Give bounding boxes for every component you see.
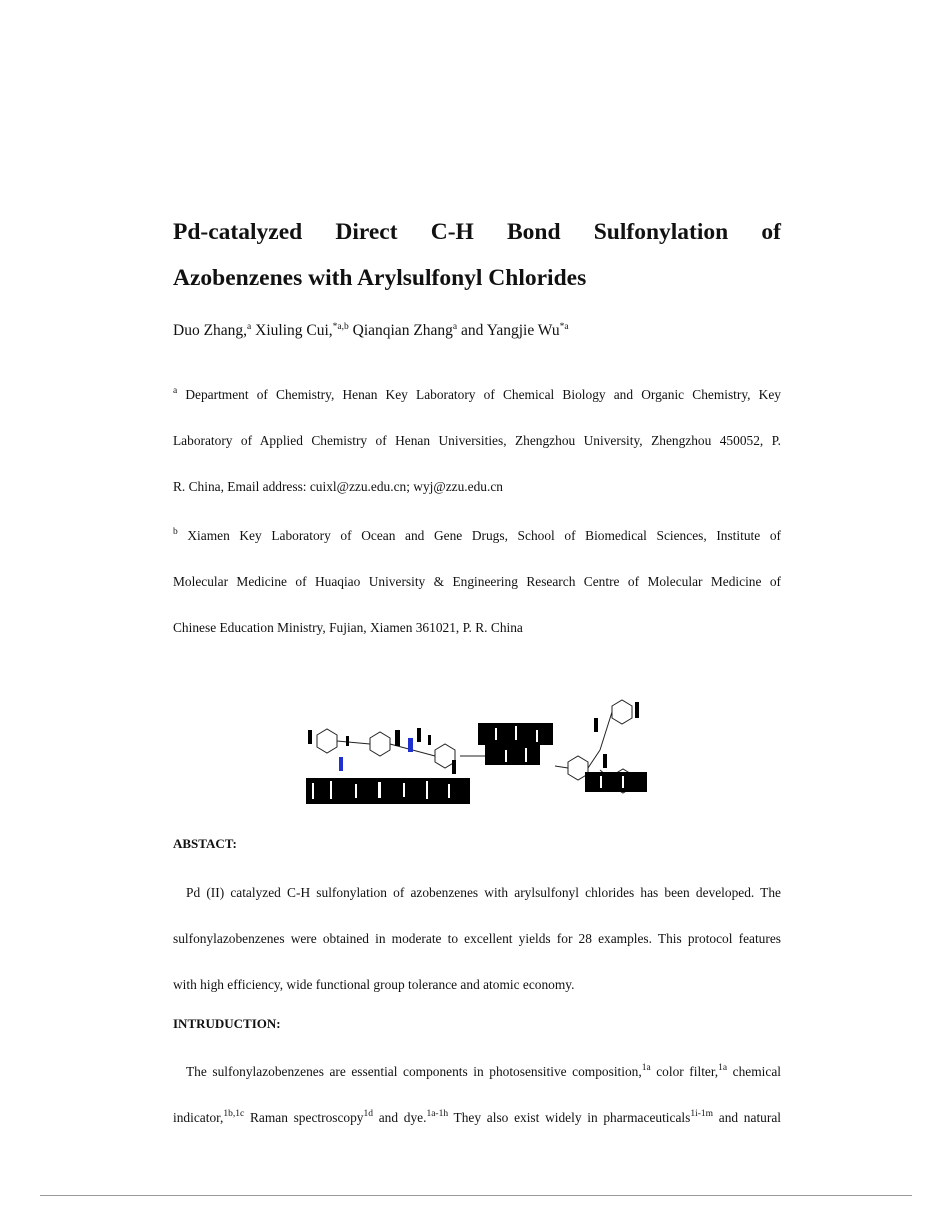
affiliation-line: Molecular Medicine of Huaqiao University & Engineering Research Centre of Molecular Medicine of xyxy=(173,574,781,589)
intro-text: and natural xyxy=(713,1110,781,1125)
paper-title xyxy=(173,209,781,301)
reaction-scheme-graphic xyxy=(300,690,660,815)
page-footer-rule xyxy=(40,1195,912,1196)
intro-text: Raman spectroscopy xyxy=(244,1110,364,1125)
author-affiliation-mark: *a xyxy=(559,322,569,332)
benzene-ring xyxy=(317,729,337,753)
abstract-body xyxy=(173,870,781,1008)
author-affiliation-mark: *a,b xyxy=(332,322,349,332)
title-line-1 xyxy=(173,209,781,255)
title-word: Direct xyxy=(335,219,398,245)
affiliation-text: Xiamen Key Laboratory of Ocean and Gene Drugs, School of Biomedical Sciences, Institute of xyxy=(187,528,781,543)
benzene-ring xyxy=(612,700,632,724)
title-word: Bond xyxy=(506,219,561,245)
title-line-2: Azobenzenes with Arylsulfonyl Chlorides xyxy=(173,265,587,291)
glyph-block xyxy=(603,754,607,768)
intro-line xyxy=(173,1049,781,1095)
glyph-block xyxy=(308,730,312,744)
citation-mark: 1a xyxy=(718,1063,728,1073)
abstract-heading: ABSTACT: xyxy=(173,836,237,851)
glyph-block xyxy=(594,718,598,732)
author-name: Duo Zhang, xyxy=(173,322,248,339)
author-affiliation-mark: a xyxy=(247,322,252,332)
abstract-line: Pd (II) catalyzed C-H sulfonylation of azobenzenes with arylsulfonyl chlorides has been developed. The xyxy=(186,885,781,900)
author-name: and Yangjie Wu xyxy=(461,322,560,339)
affiliation-line: Laboratory of Applied Chemistry of Henan Universities, Zhengzhou University, Zhengzhou 450052, P. xyxy=(173,433,781,448)
citation-mark: 1d xyxy=(363,1109,374,1119)
intro-line xyxy=(173,1095,781,1141)
citation-mark: 1i-1m xyxy=(690,1109,714,1119)
intro-text: The sulfonylazobenzenes are essential components in photosensitive composition, xyxy=(186,1064,642,1079)
glyph-block xyxy=(635,702,639,718)
glyph-block xyxy=(417,728,421,742)
title-word: of xyxy=(761,219,781,245)
benzene-ring xyxy=(370,732,390,756)
author-name: Qianqian Zhang xyxy=(352,322,453,339)
glyph-block xyxy=(428,735,431,745)
introduction-body xyxy=(173,1049,781,1141)
introduction-heading: INTRUDUCTION: xyxy=(173,1016,281,1031)
title-word: C-H xyxy=(430,219,474,245)
affiliation-text: Department of Chemistry, Henan Key Laboratory of Chemical Biology and Organic Chemistry, Key xyxy=(185,387,781,402)
citation-mark: 1b,1c xyxy=(223,1109,245,1119)
abstract-line: sulfonylazobenzenes were obtained in moderate to excellent yields for 28 examples. This protocol features xyxy=(173,931,781,946)
intro-text: indicator, xyxy=(173,1110,224,1125)
intro-text: color filter, xyxy=(650,1064,719,1079)
affiliation-mark: b xyxy=(173,527,178,537)
affiliation-b xyxy=(173,513,781,651)
affiliation-line: Chinese Education Ministry, Fujian, Xiamen 361021, P. R. China xyxy=(173,620,523,635)
author-affiliation-mark: a xyxy=(452,322,458,332)
title-word: Pd-catalyzed xyxy=(173,219,303,245)
glyph-block xyxy=(395,730,400,746)
author-name: Xiuling Cui, xyxy=(255,322,333,339)
glyph-block xyxy=(346,736,349,746)
citation-mark: 1a xyxy=(641,1063,651,1073)
abstract-line: with high efficiency, wide functional group tolerance and atomic economy. xyxy=(173,977,575,992)
glyph-block xyxy=(452,760,456,774)
citation-mark: 1a-1h xyxy=(426,1109,449,1119)
affiliation-line xyxy=(173,513,781,559)
affiliation-a xyxy=(173,372,781,510)
author-list xyxy=(173,322,569,340)
intro-text: They also exist widely in pharmaceuticals xyxy=(448,1110,691,1125)
title-word: Sulfonylation xyxy=(593,219,729,245)
intro-text: and dye. xyxy=(373,1110,427,1125)
glyph-block xyxy=(485,745,540,765)
glyph-block xyxy=(585,772,647,792)
affiliation-line xyxy=(173,372,781,418)
affiliation-line: R. China, Email address: cuixl@zzu.edu.cn; wyj@zzu.edu.cn xyxy=(173,479,503,494)
highlight-mark xyxy=(408,738,413,752)
affiliation-mark: a xyxy=(173,386,178,396)
intro-text: chemical xyxy=(727,1064,781,1079)
highlight-mark xyxy=(339,757,343,771)
